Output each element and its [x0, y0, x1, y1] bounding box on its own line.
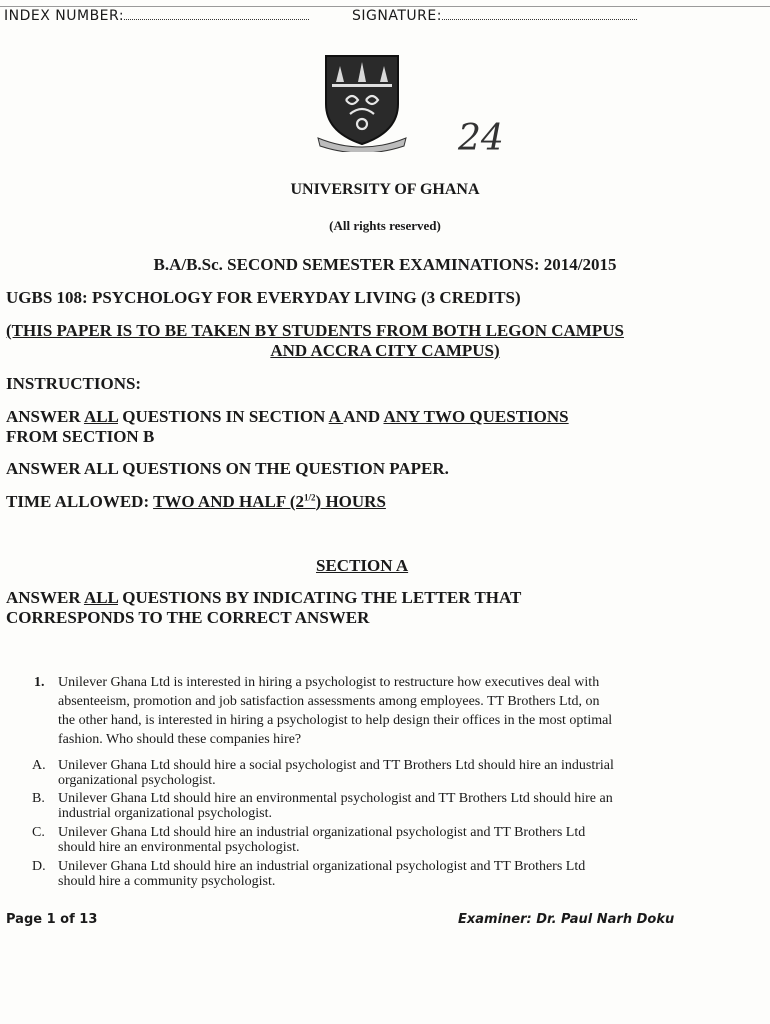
instruction-1-any-two: ANY TWO QUESTIONS [383, 407, 569, 426]
instruction-1-mid: QUESTIONS IN SECTION [117, 407, 329, 426]
time-value-sup: 1/2 [304, 492, 316, 503]
option-letter: B. [32, 791, 45, 806]
rights-notice: (All rights reserved) [329, 218, 441, 233]
university-crest-logo [316, 52, 408, 152]
section-instruction-line2: CORRESPONDS TO THE CORRECT ANSWER [6, 608, 370, 627]
option-text-cont: should hire an environmental psychologist. [58, 840, 300, 855]
instruction-1-section-a: A [328, 407, 344, 426]
top-rule [0, 6, 770, 7]
instruction-1-pre: ANSWER [6, 407, 84, 426]
section-instruction [6, 588, 521, 608]
campus-note-text1: (THIS PAPER IS TO BE TAKEN BY STUDENTS FROM BOTH LEGON CAMPUS [6, 321, 624, 340]
section-instruction-pre: ANSWER [6, 588, 84, 607]
question-line: Unilever Ghana Ltd is interested in hiring a psychologist to restructure how executives deal with [58, 675, 600, 690]
exam-title: B.A/B.Sc. SECOND SEMESTER EXAMINATIONS: 2014/2015 [153, 255, 617, 274]
instruction-1-continued: FROM SECTION B [6, 427, 155, 446]
option-c [32, 825, 752, 855]
course-title: UGBS 108: PSYCHOLOGY FOR EVERYDAY LIVING (3 CREDITS) [6, 288, 521, 307]
instruction-1 [6, 407, 569, 427]
instruction-1-all: ALL [83, 407, 118, 426]
campus-note-line1 [6, 321, 624, 341]
time-value-a: TWO AND HALF (2 [153, 492, 305, 511]
option-a [32, 758, 752, 788]
question-text [58, 673, 748, 749]
instructions-heading: INSTRUCTIONS: [6, 374, 142, 393]
instruction-2: ANSWER ALL QUESTIONS ON THE QUESTION PAPER. [6, 459, 449, 478]
option-b [32, 791, 752, 821]
option-letter: A. [32, 758, 46, 773]
section-title-text: SECTION A [316, 556, 409, 575]
time-allowed-label: TIME ALLOWED: [6, 492, 154, 511]
question-number: 1. [34, 675, 45, 690]
option-text: Unilever Ghana Ltd should hire a social psychologist and TT Brothers Ltd should hire an industrial [58, 758, 614, 773]
option-text: Unilever Ghana Ltd should hire an environmental psychologist and TT Brothers Ltd should hire an [58, 791, 613, 806]
option-text: Unilever Ghana Ltd should hire an industrial organizational psychologist and TT Brothers Ltd [58, 825, 586, 840]
signature-field [352, 8, 637, 24]
question-line: the other hand, is interested in hiring a psychologist to help design their offices in the most optimal [58, 713, 613, 728]
time-allowed-value [153, 492, 386, 511]
option-letter: C. [32, 825, 45, 840]
section-title [316, 556, 408, 576]
signature-blank [442, 19, 637, 20]
option-text-cont: industrial organizational psychologist. [58, 806, 272, 821]
index-number-label: INDEX NUMBER: [4, 8, 125, 24]
instruction-1-and: AND [343, 407, 384, 426]
page-number: Page 1 of 13 [6, 912, 98, 927]
question-line: fashion. Who should these companies hire? [58, 732, 302, 747]
question-line: absenteeism, promotion and job satisfaction assessments among employees. TT Brothers Ltd, on [58, 694, 600, 709]
handwritten-mark: 24 [458, 118, 504, 159]
option-text-cont: organizational psychologist. [58, 773, 216, 788]
university-name: UNIVERSITY OF GHANA [290, 181, 480, 198]
index-number-field [4, 8, 309, 24]
index-number-blank [124, 19, 309, 20]
option-letter: D. [32, 859, 46, 874]
section-instruction-post: QUESTIONS BY INDICATING THE LETTER THAT [117, 588, 522, 607]
option-text: Unilever Ghana Ltd should hire an industrial organizational psychologist and TT Brothers Ltd [58, 859, 586, 874]
option-text-cont: should hire a community psychologist. [58, 874, 276, 889]
examiner-name: Examiner: Dr. Paul Narh Doku [458, 912, 675, 927]
campus-note-text2: AND ACCRA CITY CAMPUS) [270, 341, 500, 360]
section-instruction-all: ALL [83, 588, 118, 607]
signature-label: SIGNATURE: [352, 8, 442, 24]
campus-note-line2 [0, 341, 770, 361]
option-d [32, 859, 752, 889]
time-value-b: ) HOURS [315, 492, 386, 511]
time-allowed [6, 492, 386, 512]
